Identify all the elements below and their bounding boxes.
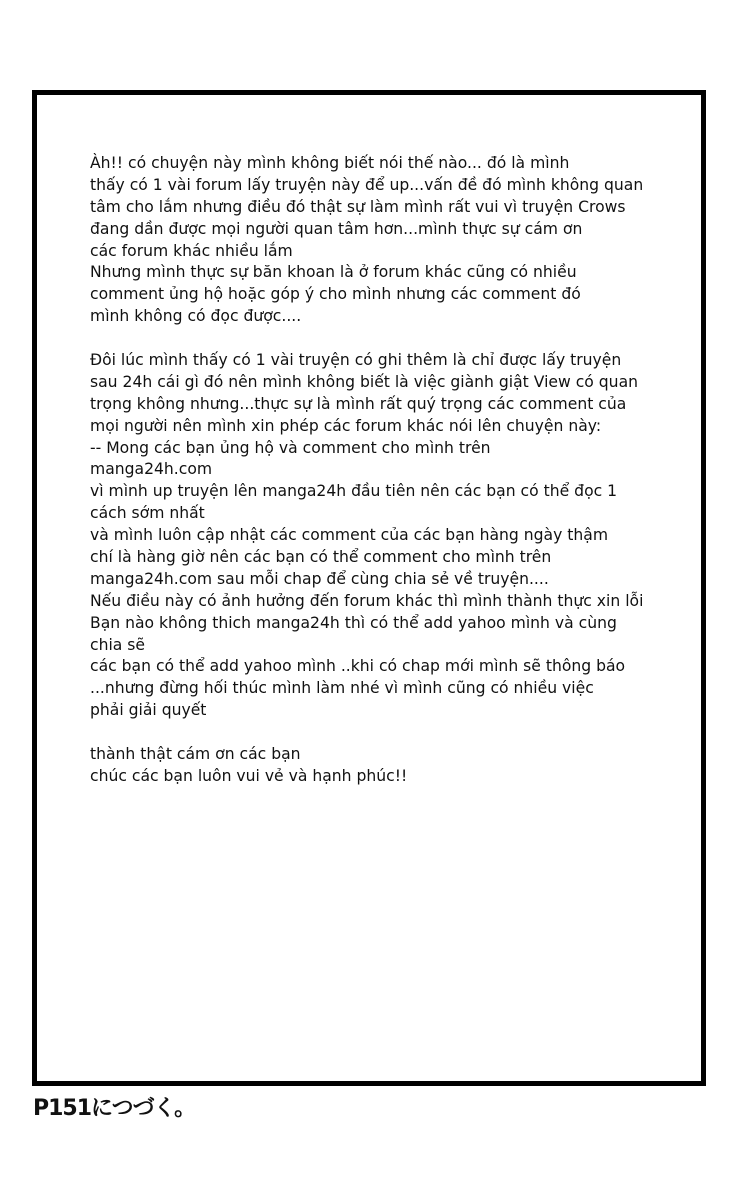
note-line: sau 24h cái gì đó nên mình không biết là việc giành giật View có quan	[90, 372, 639, 391]
note-line: thành thật cám ơn các bạn	[90, 745, 301, 764]
note-line: Àh!! có chuyện này mình không biết nói thế nào... đó là mình	[90, 154, 570, 172]
note-line: và mình luôn cập nhật các comment của các bạn hàng ngày thậm	[90, 526, 609, 545]
note-line: thấy có 1 vài forum lấy truyện này để up...vấn đề đó mình không quan	[90, 175, 644, 194]
note-line: manga24h.com	[90, 460, 213, 479]
text-panel	[32, 90, 706, 1086]
paragraph-3	[90, 744, 690, 788]
note-line: đang dần được mọi người quan tâm hơn...mình thực sự cám ơn	[90, 219, 583, 238]
note-line: tâm cho lắm nhưng điều đó thật sự làm mình rất vui vì truyện Crows	[90, 197, 626, 216]
note-line: -- Mong các bạn ủng hộ và comment cho mình trên	[90, 438, 491, 457]
note-line: cách sớm nhất	[90, 504, 205, 523]
note-line: mọi người nên mình xin phép các forum khác nói lên chuyện này:	[90, 416, 602, 435]
continued-label: P151につづく。	[33, 1096, 196, 1121]
note-line: trọng không nhưng...thực sự là mình rất quý trọng các comment của	[90, 394, 627, 413]
translator-note	[90, 153, 690, 788]
note-line: Đôi lúc mình thấy có 1 vài truyện có ghi thêm là chỉ được lấy truyện	[90, 351, 622, 370]
note-line: chúc các bạn luôn vui vẻ và hạnh phúc!!	[90, 766, 408, 785]
paragraph-gap	[90, 328, 690, 350]
note-line: Nếu điều này có ảnh hưởng đến forum khác thì mình thành thực xin lỗi	[90, 591, 644, 610]
note-line: các forum khác nhiều lắm	[90, 241, 293, 260]
note-line: chia sẽ	[90, 635, 146, 654]
paragraph-gap	[90, 722, 690, 744]
note-line: comment ủng hộ hoặc góp ý cho mình nhưng các comment đó	[90, 285, 581, 304]
paragraph-1	[90, 153, 690, 328]
paragraph-2	[90, 350, 690, 722]
note-line: Nhưng mình thực sự băn khoan là ở forum khác cũng có nhiều	[90, 263, 577, 282]
note-line: ...nhưng đừng hối thúc mình làm nhé vì mình cũng có nhiều việc	[90, 679, 594, 698]
note-line: Bạn nào không thich manga24h thì có thể add yahoo mình và cùng	[90, 613, 617, 632]
note-line: mình không có đọc được....	[90, 307, 302, 326]
note-line: vì mình up truyện lên manga24h đầu tiên nên các bạn có thể đọc 1	[90, 482, 618, 501]
note-line: phải giải quyết	[90, 701, 207, 720]
note-line: các bạn có thể add yahoo mình ..khi có chap mới mình sẽ thông báo	[90, 657, 626, 676]
note-line: chí là hàng giờ nên các bạn có thể comment cho mình trên	[90, 548, 552, 567]
note-line: manga24h.com sau mỗi chap để cùng chia sẻ về truyện....	[90, 569, 549, 588]
